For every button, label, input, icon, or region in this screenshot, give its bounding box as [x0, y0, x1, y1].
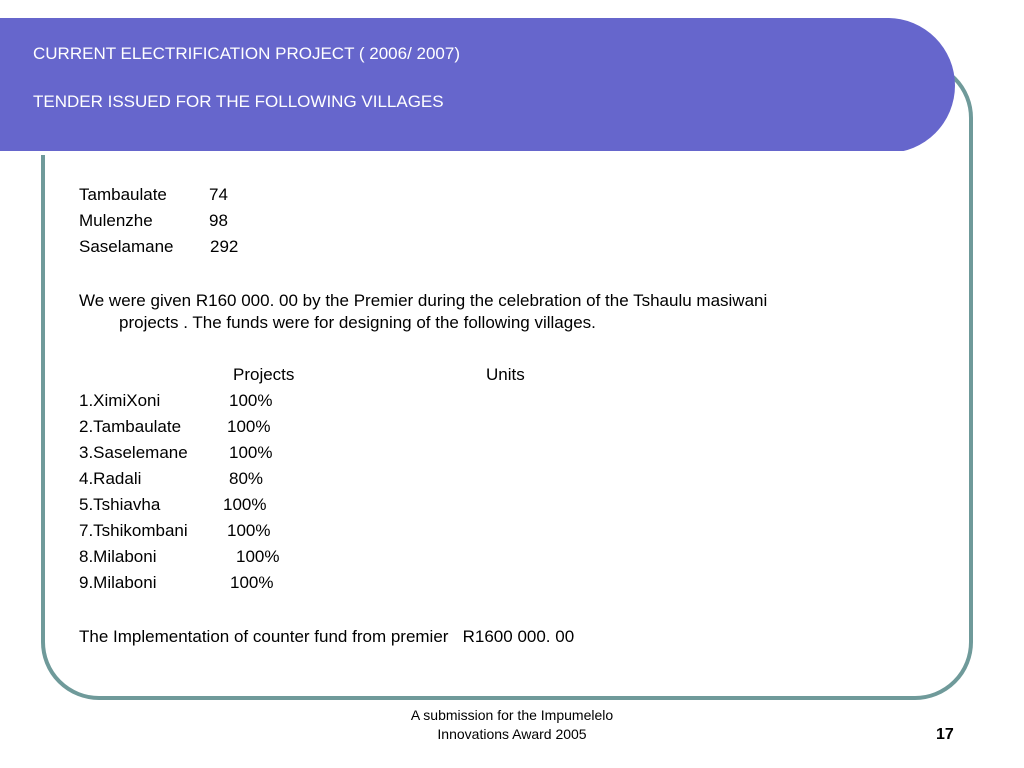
village-name: Tambaulate: [79, 185, 167, 204]
village-name: Mulenzhe: [79, 211, 153, 230]
footer-line2: Innovations Award 2005: [437, 726, 587, 742]
village-count: 74: [209, 185, 228, 204]
project-units: 100%: [229, 391, 273, 410]
funding-paragraph-line1: We were given R160 000. 00 by the Premier during the celebration of the Tshaulu masiwani: [79, 291, 768, 310]
footer-line1: A submission for the Impumelelo: [410, 707, 614, 723]
project-name: 9.Milaboni: [79, 573, 157, 592]
page-number: 17: [936, 726, 954, 743]
project-units: 100%: [229, 443, 273, 462]
village-row: [79, 210, 228, 232]
project-units: 100%: [227, 417, 271, 436]
project-units: 100%: [223, 495, 267, 514]
units-header: Units: [486, 365, 525, 384]
project-units: 100%: [236, 547, 280, 566]
projects-header: Projects: [233, 365, 295, 384]
project-name: 4.Radali: [79, 469, 142, 488]
title-divider: [0, 151, 905, 155]
village-name: Saselamane: [79, 237, 174, 256]
project-units: 100%: [227, 521, 271, 540]
village-count: 98: [209, 211, 228, 230]
project-name: 1.XimiXoni: [79, 391, 161, 410]
funding-paragraph-line2: projects . The funds were for designing of the following villages.: [119, 313, 596, 332]
village-count: 292: [210, 237, 239, 256]
project-name: 8.Milaboni: [79, 547, 157, 566]
slide-subtitle: TENDER ISSUED FOR THE FOLLOWING VILLAGES: [33, 92, 444, 111]
project-units: 80%: [229, 469, 264, 488]
village-row: [79, 184, 228, 206]
project-units: 100%: [230, 573, 274, 592]
project-name: 2.Tambaulate: [79, 417, 182, 436]
title-band: [0, 18, 955, 153]
village-row: [79, 236, 239, 258]
implementation-line: The Implementation of counter fund from premier R1600 000. 00: [79, 627, 575, 646]
footer-caption: [362, 706, 662, 744]
project-name: 3.Saselemane: [79, 443, 188, 462]
slide-title: CURRENT ELECTRIFICATION PROJECT ( 2006/ 2007): [33, 44, 460, 63]
project-name: 5.Tshiavha: [79, 495, 161, 514]
project-name: 7.Tshikombani: [79, 521, 188, 540]
